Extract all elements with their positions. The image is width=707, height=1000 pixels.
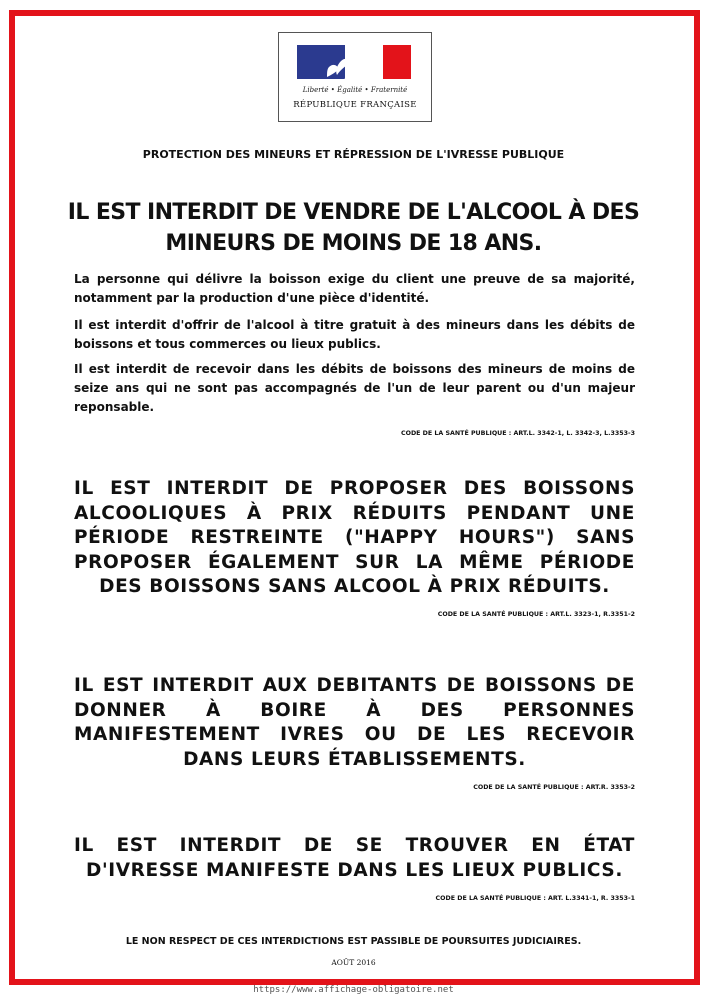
legal-reference-happy-hours: CODE DE LA SANTÉ PUBLIQUE : ART.L. 3323-1, R.3351-2 bbox=[437, 611, 635, 618]
public-drunkenness-prohibition: IL EST INTERDIT DE SE TROUVER EN ÉTAT D'IVRESSE MANIFESTE DANS LES LIEUX PUBLICS. bbox=[74, 835, 635, 881]
poster-subheading: PROTECTION DES MINEURS ET RÉPRESSION DE L'IVRESSE PUBLIQUE bbox=[142, 148, 565, 161]
source-url-link[interactable]: https://www.affichage-obligatoire.net bbox=[253, 985, 454, 995]
happy-hours-prohibition: IL EST INTERDIT DE PROPOSER DES BOISSONS ALCOOLIQUES À PRIX RÉDUITS PENDANT UNE PÉRIODE RESTREINTE ("HAPPY HOURS") SANS PROPOSER ÉGALEMENT SUR LA MÊME PÉRIODE DES BOISSONS SANS ALCOOL À PRIX RÉDUITS. bbox=[74, 478, 635, 597]
drunk-customers-prohibition: IL EST INTERDIT AUX DEBITANTS DE BOISSONS DE DONNER À BOIRE À DES PERSONNES MANIFESTEMENT IVRES OU DE LES RECEVOIR DANS LEURS ÉTABLISSEMENTS. bbox=[74, 675, 635, 770]
minors-paragraph-under-sixteen: Il est interdit de recevoir dans les débits de boissons des mineurs de moins de seize ans qui ne sont pas accompagnés de l'un de leur parent ou d'un majeur reponsable. bbox=[74, 362, 635, 414]
republique-francaise-logo bbox=[278, 32, 432, 122]
minors-paragraph-id-check: La personne qui délivre la boisson exige du client une preuve de sa majorité, notamment par la production d'une pièce d'identité. bbox=[74, 272, 635, 305]
legal-reference-minors: CODE DE LA SANTÉ PUBLIQUE : ART.L. 3342-1, L. 3342-3, L.3353-3 bbox=[400, 430, 635, 437]
republic-name: RÉPUBLIQUE FRANÇAISE bbox=[293, 100, 417, 110]
minors-paragraph-free-alcohol: Il est interdit d'offrir de l'alcool à titre gratuit à des mineurs dans les débits de boissons et tous commerces ou lieux publics. bbox=[74, 318, 635, 351]
poster-date: AOÛT 2016 bbox=[331, 958, 376, 967]
legal-reference-public-drunkenness: CODE DE LA SANTÉ PUBLIQUE : ART. L.3341-1, R. 3353-1 bbox=[435, 895, 635, 902]
penalty-notice: LE NON RESPECT DE CES INTERDICTIONS EST PASSIBLE DE POURSUITES JUDICIAIRES. bbox=[125, 936, 582, 947]
legal-reference-drunk-customers: CODE DE LA SANTÉ PUBLIQUE : ART.R. 3353-2 bbox=[473, 784, 635, 791]
poster-headline: IL EST INTERDIT DE VENDRE DE L'ALCOOL À DES MINEURS DE MOINS DE 18 ANS. bbox=[67, 200, 640, 256]
marianne-profile-icon bbox=[319, 41, 389, 83]
republic-motto: Liberté • Égalité • Fraternité bbox=[302, 86, 408, 94]
